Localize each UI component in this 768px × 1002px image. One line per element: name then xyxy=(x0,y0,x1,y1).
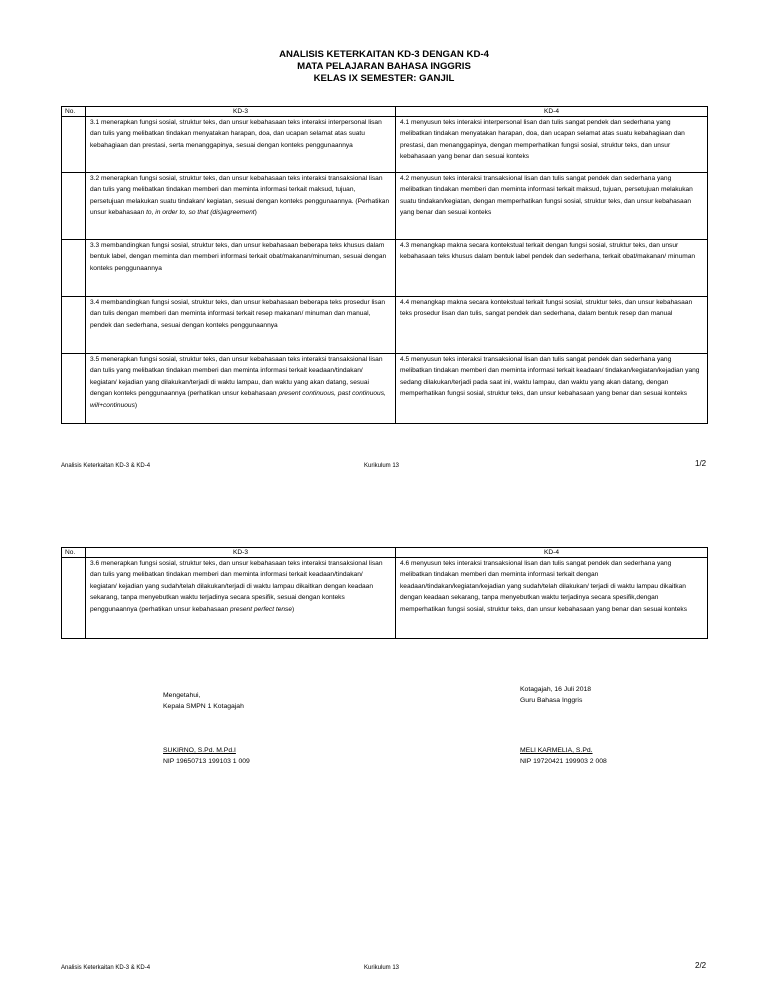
kd4-text: 4.1 menyusun teks interaksi interpersonal lisan dan tulis sangat pendek dan sederhana yang melibatkan tindakan menyatakan harapan, doa, dan ucapan selamat atas suatu kebahagiaan dan prestasi, dan menanggapinya, dengan memperhatikan fungsi sosial, struktur teks, dan unsur kebahasaan yang benar dan sesuai konteks xyxy=(400,119,685,161)
kd3-text: 3.6 menerapkan fungsi sosial, struktur teks, dan unsur kebahasaan teks interaksi transaksional lisan dan tulis yang melibatkan tindakan memberi dan meminta informasi terkait keadaan/tindakan/ kegiatan/ kejadian yang sudah/telah dilakukan/terjadi di waktu lampau dikaitkan dengan keadaan sekarang, tanpa menyebutkan waktu terjadinya secara spesifik, sesuai dengan konteks penggunaannya (perhatikan unsur kebahasaan xyxy=(90,560,383,613)
kd4-cell xyxy=(396,354,708,424)
row-number-cell xyxy=(62,297,86,354)
kd3-text: 3.4 membandingkan fungsi sosial, struktur teks, dan unsur kebahasaan beberapa teks prosedur lisan dan tulis dengan memberi dan meminta informasi terkait resep makanan/ minuman dan manual, pendek dan sederhana, sesuai dengan konteks penggunaannya xyxy=(90,299,386,329)
kd4-text: 4.2 menyusun teks interaksi transaksional lisan dan tulis sangat pendek dan sederhana yang melibatkan tindakan memberi dan meminta informasi terkait maksud, tujuan, persetujuan melakukan suatu tindakan/kegiatan, dengan memperhatikan fungsi sosial, struktur teks, dan unsur kebahasaan yang benar dan sesuai konteks xyxy=(400,175,693,217)
table-header-row xyxy=(62,548,708,558)
kd4-cell xyxy=(396,558,708,639)
row-number-cell xyxy=(62,240,86,297)
teacher-nip: NIP 19720421 199903 2 008 xyxy=(520,758,607,765)
kd3-cell xyxy=(86,240,396,297)
table-row xyxy=(62,297,708,354)
kd4-cell xyxy=(396,240,708,297)
kd-table-page-1 xyxy=(61,106,708,424)
table-row xyxy=(62,173,708,240)
table-row xyxy=(62,117,708,173)
kd3-text: to, in order to, so that (dis)agreement xyxy=(146,209,255,217)
footer-curriculum: Kurikulum 13 xyxy=(364,965,400,971)
column-header-kd4: KD-4 xyxy=(396,548,708,558)
document-subject: MATA PELAJARAN BAHASA INGGRIS xyxy=(297,61,471,72)
kd4-text: 4.6 menyusun teks interaksi transaksional lisan dan tulis sangat pendek dan sederhana yang melibatkan tindakan memberi dan meminta informasi terkait dengan keadaan/tindakan/kegiatan/kejadian yang sudah/telah dilakukan/ terjadi di waktu lampau dikaitkan dengan keadaan sekarang, tanpa menyebutkan waktu terjadinya secara spesifik,dengan memperhatikan fungsi sosial, struktur teks, dan unsur kebahasaan yang benar dan sesuai konteks xyxy=(400,560,687,613)
document-title: ANALISIS KETERKAITAN KD-3 DENGAN KD-4 xyxy=(279,49,489,60)
kd4-cell xyxy=(396,117,708,173)
row-number-cell xyxy=(62,354,86,424)
row-number-cell xyxy=(62,173,86,240)
acknowledged-label: Mengetahui, xyxy=(163,692,201,699)
kd3-cell xyxy=(86,297,396,354)
signature-block-teacher xyxy=(520,684,607,767)
kd4-text: 4.5 menyusun teks interaksi transaksional lisan dan tulis sangat pendek dan sederhana yang melibatkan tindakan memberi dan meminta informasi terkait keadaan/ tindakan/kegiatan/kejadian yang sedang dilakukan/terjadi pada saat ini, waktu lampau, dan waktu yang akan datang, dengan memperhatikan fungsi sosial, struktur teks, dan unsur kebahasaan yang benar dan sesuai konteks xyxy=(400,356,700,398)
table-row xyxy=(62,354,708,424)
footer-doc-name: Analisis Keterkaitan KD-3 & KD-4 xyxy=(61,965,151,971)
document-class: KELAS IX SEMESTER: GANJIL xyxy=(313,73,455,84)
principal-nip: NIP 19650713 199103 1 009 xyxy=(163,758,250,765)
kd-table-page-2 xyxy=(61,547,708,639)
kd3-text: ) xyxy=(254,209,257,217)
column-header-no: No. xyxy=(62,107,86,117)
teacher-role: Guru Bahasa Inggris xyxy=(520,697,583,704)
column-header-no: No. xyxy=(62,548,86,558)
footer-page-number: 2/2 xyxy=(695,961,707,970)
row-number-cell xyxy=(62,117,86,173)
principal-role: Kepala SMPN 1 Kotagajah xyxy=(163,703,244,710)
kd3-cell xyxy=(86,354,396,424)
kd3-cell xyxy=(86,117,396,173)
kd3-text: present perfect tense xyxy=(230,605,292,613)
kd3-text: ) xyxy=(134,401,138,409)
place-date: Kotagajah, 16 Juli 2018 xyxy=(520,686,592,693)
kd3-text: 3.2 menerapkan fungsi sosial, struktur teks, dan unsur kebahasaan teks interaksi transaksional lisan dan tulis yang melibatkan tindakan memberi dan meminta informasi terkait maksud, tujuan, persetujuan melakukan suatu tindakan/ kegiatan, sesuai dengan konteks penggunaannya. (Perhatikan unsur kebahasaan xyxy=(90,175,390,217)
kd4-text: 4.3 menangkap makna secara kontekstual terkait dengan fungsi sosial, struktur teks, dan unsur kebahasaan teks khusus dalam bentuk label pendek dan sederhana, terkait obat/makanan/ minuman xyxy=(400,242,696,261)
teacher-name: MELI KARMELIA, S.Pd. xyxy=(520,747,593,754)
row-number-cell xyxy=(62,558,86,639)
kd4-cell xyxy=(396,297,708,354)
table-header-row xyxy=(62,107,708,117)
kd4-cell xyxy=(396,173,708,240)
footer-page-number: 1/2 xyxy=(695,459,707,468)
kd3-text: present continuous, past continuous, will+continuous xyxy=(90,390,386,409)
footer-curriculum: Kurikulum 13 xyxy=(364,463,400,469)
column-header-kd3: KD-3 xyxy=(86,107,396,117)
signature-block-principal xyxy=(163,690,250,767)
kd3-cell xyxy=(86,558,396,639)
kd3-text: 3.3 membandingkan fungsi sosial, struktur teks, dan unsur kebahasaan beberapa teks khusus dalam bentuk label, dengan meminta dan memberi informasi terkait obat/makanan/minuman, sesuai dengan konteks penggunaannya xyxy=(90,242,387,272)
footer-doc-name: Analisis Keterkaitan KD-3 & KD-4 xyxy=(61,463,151,469)
kd3-text: 3.1 menerapkan fungsi sosial, struktur teks, dan unsur kebahasaan teks interaksi interpersonal lisan dan tulis yang melibatkan tindakan menyatakan harapan, doa, dan ucapan selamat atas suatu kebahagiaan dan prestasi, serta menanggapinya, sesuai dengan konteks penggunaannya xyxy=(90,119,382,149)
column-header-kd3: KD-3 xyxy=(86,548,396,558)
kd3-text: ) xyxy=(292,605,295,613)
principal-name: SUKIRNO, S.Pd. M.Pd.I xyxy=(163,747,236,754)
kd3-cell xyxy=(86,173,396,240)
table-row xyxy=(62,240,708,297)
column-header-kd4: KD-4 xyxy=(396,107,708,117)
kd4-text: 4.4 menangkap makna secara kontekstual terkait fungsi sosial, struktur teks, dan unsur kebahasaan teks prosedur lisan dan tulis, sangat pendek dan sederhana, dalam bentuk resep dan manual xyxy=(400,299,693,318)
table-row xyxy=(62,558,708,639)
kd3-text: 3.5 menerapkan fungsi sosial, struktur teks, dan unsur kebahasaan teks interaksi transaksional lisan dan tulis yang melibatkan tindakan memberi dan meminta informasi terkait keadaan/tindakan/ kegiatan/ kejadian yang dilakukan/terjadi di waktu lampau, dan waktu yang akan datang, sesuai dengan konteks penggunaannya (perhatikan unsur kebahasaan xyxy=(90,356,383,398)
